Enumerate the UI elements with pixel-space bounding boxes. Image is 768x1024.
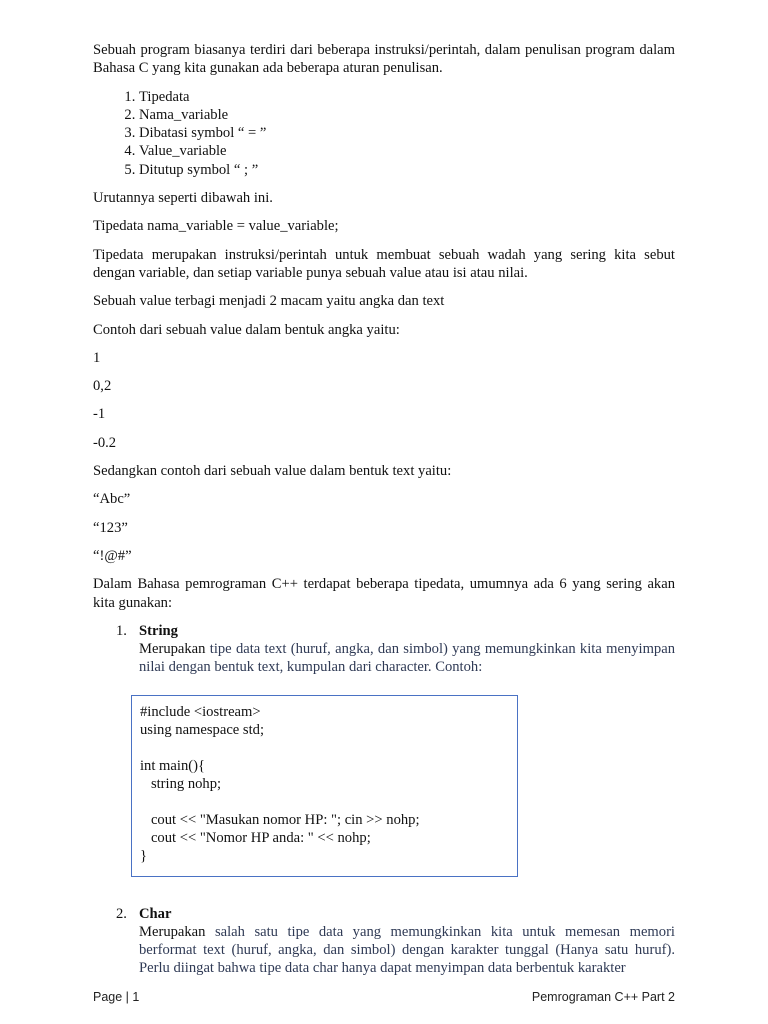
text-example: “123” [93,519,128,536]
rules-list-item: 2. Nama_variable [139,106,675,124]
value-split-text: Sebuah value terbagi menjadi 2 macam yaitu angka dan text [93,293,445,310]
datatype-number: 1. [116,622,127,639]
tipedata-description: Tipedata merupakan instruksi/perintah untuk membuat sebuah wadah yang sering kita sebut dengan variable, dan setiap variable punya sebuah value atau isi atau nilai. [93,246,675,281]
datatype-heading: String [139,622,178,639]
code-example-box [131,695,518,877]
document-page [93,41,675,978]
description-lead: Merupakan [139,923,206,940]
description-text: salah satu tipe data yang memungkinkan kita untuk memesan memori berformat text (huruf, angka, dan simbol) dengan karakter tunggal (Hanya satu huruf). Perlu diingat bahwa tipe data char hanya dapat menyimpan data berbentuk karakter [139,923,675,977]
rules-list-item: 3. Dibatasi symbol “ = ” [139,124,675,142]
number-example: -1 [93,406,106,423]
cpp-intro-paragraph: Dalam Bahasa pemrograman C++ terdapat beberapa tipedata, umumnya ada 6 yang sering akan kita gunakan: [93,576,675,611]
datatype-description [139,923,675,978]
rules-list-item: 4. Value_variable [139,142,675,160]
number-example: -0.2 [93,434,117,451]
number-example: 1 [93,349,101,366]
text-example: “!@#” [93,547,132,564]
datatype-heading: Char [139,905,172,922]
datatype-item-char [93,905,675,978]
description-text: tipe data text (huruf, angka, dan simbol) yang memungkinkan kita menyimpan nilai dengan bentuk text, kumpulan dari character. Contoh: [139,641,675,676]
text-example-intro: Sedangkan contoh dari sebuah value dalam bentuk text yaitu: [93,463,452,480]
datatype-description [139,640,675,677]
text-example: “Abc” [93,491,131,508]
description-lead: Merupakan [139,641,206,658]
code-example: #include <iostream> using namespace std; int main(){ string nohp; cout << "Masukan nomor HP: "; cin >> nohp; cout << "Nomor HP anda: " << nohp; } [140,703,420,865]
footer-page-number: Page | 1 [93,990,140,1004]
rules-list-item: 1. Tipedata [139,88,675,106]
number-example: 0,2 [93,378,112,395]
order-text: Urutannya seperti dibawah ini. [93,190,273,207]
syntax-line: Tipedata nama_variable = value_variable; [93,218,339,235]
number-example-intro: Contoh dari sebuah value dalam bentuk angka yaitu: [93,321,400,338]
datatype-list [93,622,675,677]
datatype-list [93,905,675,978]
intro-paragraph: Sebuah program biasanya terdiri dari beberapa instruksi/perintah, dalam penulisan program dalam Bahasa C yang kita gunakan ada beberapa aturan penulisan. [93,42,675,77]
datatype-item-string [93,622,675,677]
footer-document-title: Pemrograman C++ Part 2 [531,990,675,1004]
rules-list-item: 5. Ditutup symbol “ ; ” [139,161,675,179]
rules-list [93,88,675,179]
datatype-number: 2. [116,905,127,922]
